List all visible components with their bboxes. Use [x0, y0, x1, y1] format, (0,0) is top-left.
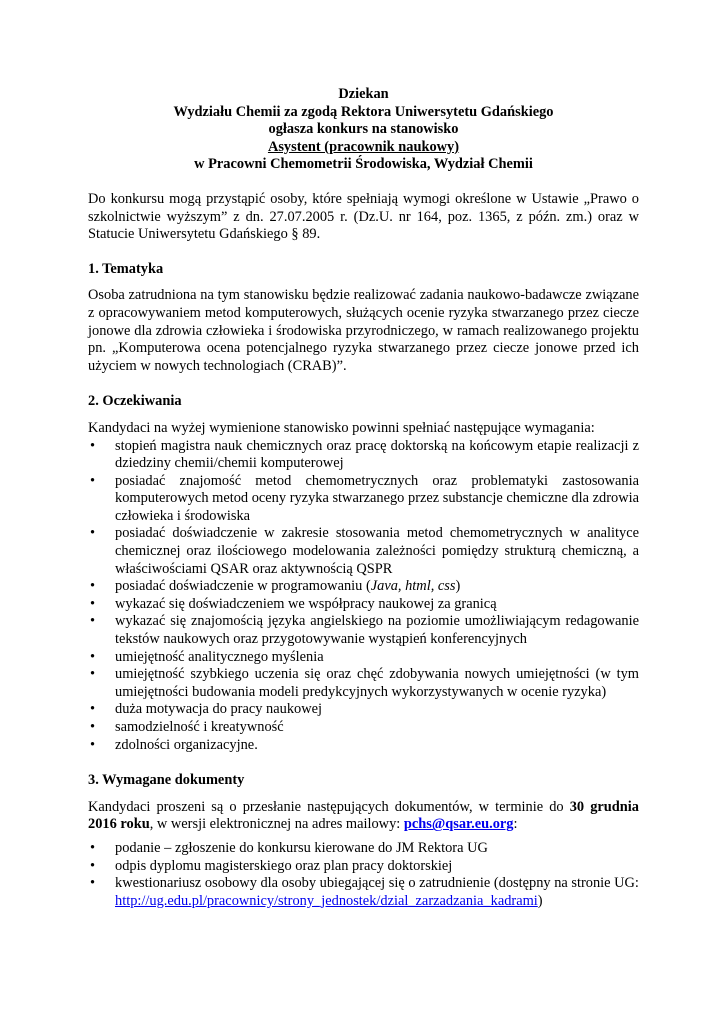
lead-text: : — [513, 816, 518, 833]
list-item: • wykazać się znajomością języka angielskiego na poziomie umożliwiającym redagowanie tekstów naukowych oraz przygotowywanie wystąpień konferencyjnych — [88, 613, 639, 648]
header-position: Asystent (pracownik naukowy) — [267, 138, 460, 155]
documents-list — [88, 840, 639, 910]
header-announces: ogłasza konkurs na stanowisko — [268, 121, 459, 138]
requirements-list — [88, 438, 639, 755]
section-title: 1. Tematyka — [88, 260, 164, 277]
list-item: • umiejętność analitycznego myślenia — [88, 649, 639, 667]
list-item-questionnaire — [88, 875, 639, 910]
lead-text: Kandydaci proszeni są o przesłanie następujących dokumentów, w terminie do — [88, 798, 570, 815]
list-item: • umiejętność szybkiego uczenia się oraz chęć zdobywania nowych umiejętności (w tym umiejętności budowania modeli predykcyjnych wykorzystywanych w ocenie ryzyka) — [88, 666, 639, 701]
questionnaire-text: kwestionariusz osobowy dla osoby ubiegającej się o zatrudnienie (dostępny na stronie UG: — [115, 875, 639, 892]
announcement-header — [88, 86, 639, 174]
list-item: • podanie – zgłoszenie do konkursu kierowane do JM Rektora UG — [88, 840, 639, 858]
list-item: • posiadać doświadczenie w zakresie stosowania metod chemometrycznych w analityce chemicznej oraz ilościowego modelowania zależności pomiędzy strukturą chemiczną, a właściwościami QSAR oraz aktywnością QSPR — [88, 525, 639, 578]
list-item: • duża motywacja do pracy naukowej — [88, 701, 639, 719]
header-unit: w Pracowni Chemometrii Środowiska, Wydział Chemii — [194, 156, 533, 173]
intro-paragraph: Do konkursu mogą przystąpić osoby, które spełniają wymogi określone w Ustawie „Prawo o szkolnictwie wyższym” z dn. 27.07.2005 r. (Dz.U. nr 164, poz. 1365, z późn. zm.) oraz w Statucie Uniwersytetu Gdańskiego § 89. — [88, 190, 639, 243]
header-dean: Dziekan — [338, 86, 389, 102]
section-expectations — [88, 393, 639, 754]
programming-suffix: ) — [455, 578, 461, 595]
list-item: • samodzielność i kreatywność — [88, 719, 639, 737]
list-item: • odpis dyplomu magisterskiego oraz plan pracy doktorskiej — [88, 858, 639, 876]
lead-text: , w wersji elektronicznej na adres mailowy: — [149, 816, 404, 833]
section-documents — [88, 772, 639, 910]
section-topic — [88, 261, 639, 376]
questionnaire-end: ) — [537, 892, 543, 909]
header-faculty: Wydziału Chemii za zgodą Rektora Uniwersytetu Gdańskiego — [173, 103, 554, 120]
deadline: 30 grudnia 2016 roku — [88, 798, 640, 833]
list-item: • stopień magistra nauk chemicznych oraz pracę doktorską na końcowym etapie realizacji z dziedziny chemii/chemii komputerowej — [88, 438, 639, 473]
list-item: • posiadać znajomość metod chemometrycznych oraz problematyki zastosowania komputerowych metod oceny ryzyka stwarzanego przez substancje chemiczne dla zdrowia człowieka i środowiska — [88, 473, 639, 526]
section-title: 3. Wymagane dokumenty — [88, 772, 245, 789]
section-lead: Kandydaci na wyżej wymienione stanowisko powinni spełniać następujące wymagania: — [88, 419, 595, 436]
section-lead — [88, 799, 639, 834]
section-title: 2. Oczekiwania — [88, 393, 182, 410]
email-link[interactable]: pchs@qsar.eu.org — [403, 816, 514, 833]
list-item: • zdolności organizacyjne. — [88, 737, 639, 755]
section-text: Osoba zatrudniona na tym stanowisku będzie realizować zadania naukowo-badawcze związane z opracowywaniem metod komputerowych, służących ocenie ryzyka stwarzanego przez ciecze jonowe dla zdrowia człowieka i środowiska przyrodniczego, w ramach realizowanego projektu pn. „Komputerowa ocena potencjalnego ryzyka stwarzanego przez ciecze jonowe przed ich użyciem w nowych technologiach (CRAB)”. — [88, 287, 639, 374]
list-item: • wykazać się doświadczeniem we współpracy naukowej za granicą — [88, 596, 639, 614]
hr-department-link[interactable]: http://ug.edu.pl/pracownicy/strony_jednostek/dzial_zarzadzania_kadrami — [115, 892, 538, 909]
list-item-programming — [88, 578, 639, 596]
programming-languages: Java, html, css — [370, 578, 456, 595]
programming-prefix: posiadać doświadczenie w programowaniu ( — [115, 578, 371, 595]
